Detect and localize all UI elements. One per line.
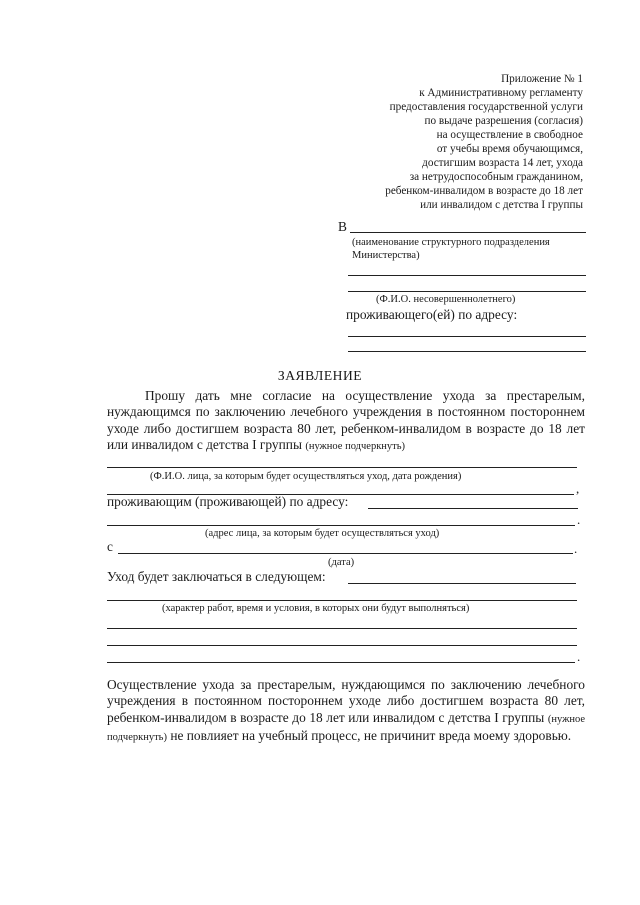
period-mark: . xyxy=(577,649,581,664)
care-person-residing-label: проживающим (проживающей) по адресу: xyxy=(107,494,349,509)
period-mark: . xyxy=(574,541,578,556)
care-address-caption: (адрес лица, за которым будет осуществляться уход) xyxy=(205,528,440,539)
appendix-line: предоставления государственной услуги xyxy=(389,101,583,113)
appendix-line: Приложение № 1 xyxy=(501,73,583,85)
care-content-field[interactable] xyxy=(348,583,576,584)
start-date-field[interactable] xyxy=(118,553,573,554)
closing-paragraph xyxy=(107,677,585,747)
residing-label: проживающего(ей) по адресу: xyxy=(346,307,518,322)
closing-tail: не повлияет на учебный процесс, не причинит вреда моему здоровью. xyxy=(170,728,572,744)
request-note: (нужное подчеркнуть) xyxy=(305,441,406,453)
department-caption-line2: Министерства) xyxy=(352,250,420,261)
care-person-field[interactable] xyxy=(107,467,577,468)
date-caption: (дата) xyxy=(328,557,355,568)
appendix-line: на осуществление в свободное xyxy=(436,129,583,141)
department-field-continued[interactable] xyxy=(348,275,586,276)
care-content-field-4[interactable] xyxy=(107,645,577,646)
request-paragraph xyxy=(107,388,585,456)
care-content-field-2[interactable] xyxy=(107,600,577,601)
minor-name-caption: (Ф.И.О. несовершеннолетнего) xyxy=(376,294,516,305)
period-mark: . xyxy=(577,512,581,527)
appendix-line: ребенком-инвалидом в возрасте до 18 лет xyxy=(385,185,583,197)
from-label: с xyxy=(107,539,113,554)
department-caption-line1: (наименование структурного подразделения xyxy=(352,237,550,248)
appendix-header xyxy=(283,72,583,212)
care-content-field-3[interactable] xyxy=(107,628,577,629)
appendix-line: по выдаче разрешения (согласия) xyxy=(424,115,583,127)
request-text: Прошу дать мне согласие на осуществление ухода за престарелым, нуждающимся по заключению лечебного учреждения в постоянном постороннем уходе либо достигшем возраста 80 лет, ребенком-инвалидом в возрасте до 18 лет или инвалидом с детства I группы xyxy=(107,388,585,453)
appendix-line: или инвалидом с детства I группы xyxy=(420,199,583,211)
closing-note: (нужное подчеркнуть) xyxy=(107,713,585,744)
minor-name-field[interactable] xyxy=(348,291,586,292)
department-field[interactable] xyxy=(350,232,586,233)
appendix-line: за нетрудоспособным гражданином, xyxy=(409,171,583,183)
appendix-line: к Административному регламенту xyxy=(419,87,583,99)
comma-mark: , xyxy=(576,481,580,496)
care-address-field-continued[interactable] xyxy=(107,525,575,526)
care-content-label: Уход будет заключаться в следующем: xyxy=(107,569,326,584)
work-caption: (характер работ, время и условия, в которых они будут выполняться) xyxy=(162,603,470,614)
minor-address-field-2[interactable] xyxy=(348,351,586,352)
care-address-field[interactable] xyxy=(368,508,578,509)
appendix-line: достигшим возраста 14 лет, ухода xyxy=(422,157,583,169)
to-prefix: В xyxy=(338,219,347,234)
minor-address-field-1[interactable] xyxy=(348,336,586,337)
care-content-field-5[interactable] xyxy=(107,662,575,663)
care-person-caption: (Ф.И.О. лица, за которым будет осуществляться уход, дата рождения) xyxy=(150,471,462,482)
document-title: ЗАЯВЛЕНИЕ xyxy=(277,368,363,383)
appendix-line: от учебы время обучающимся, xyxy=(436,143,583,155)
closing-text: Осуществление ухода за престарелым, нуждающимся по заключению лечебного учреждения в постоянном постороннем уходе либо достигшем возраста 80 лет, ребенком-инвалидом в возрасте до 18 лет или инвалидом с детства I группы xyxy=(107,677,585,725)
